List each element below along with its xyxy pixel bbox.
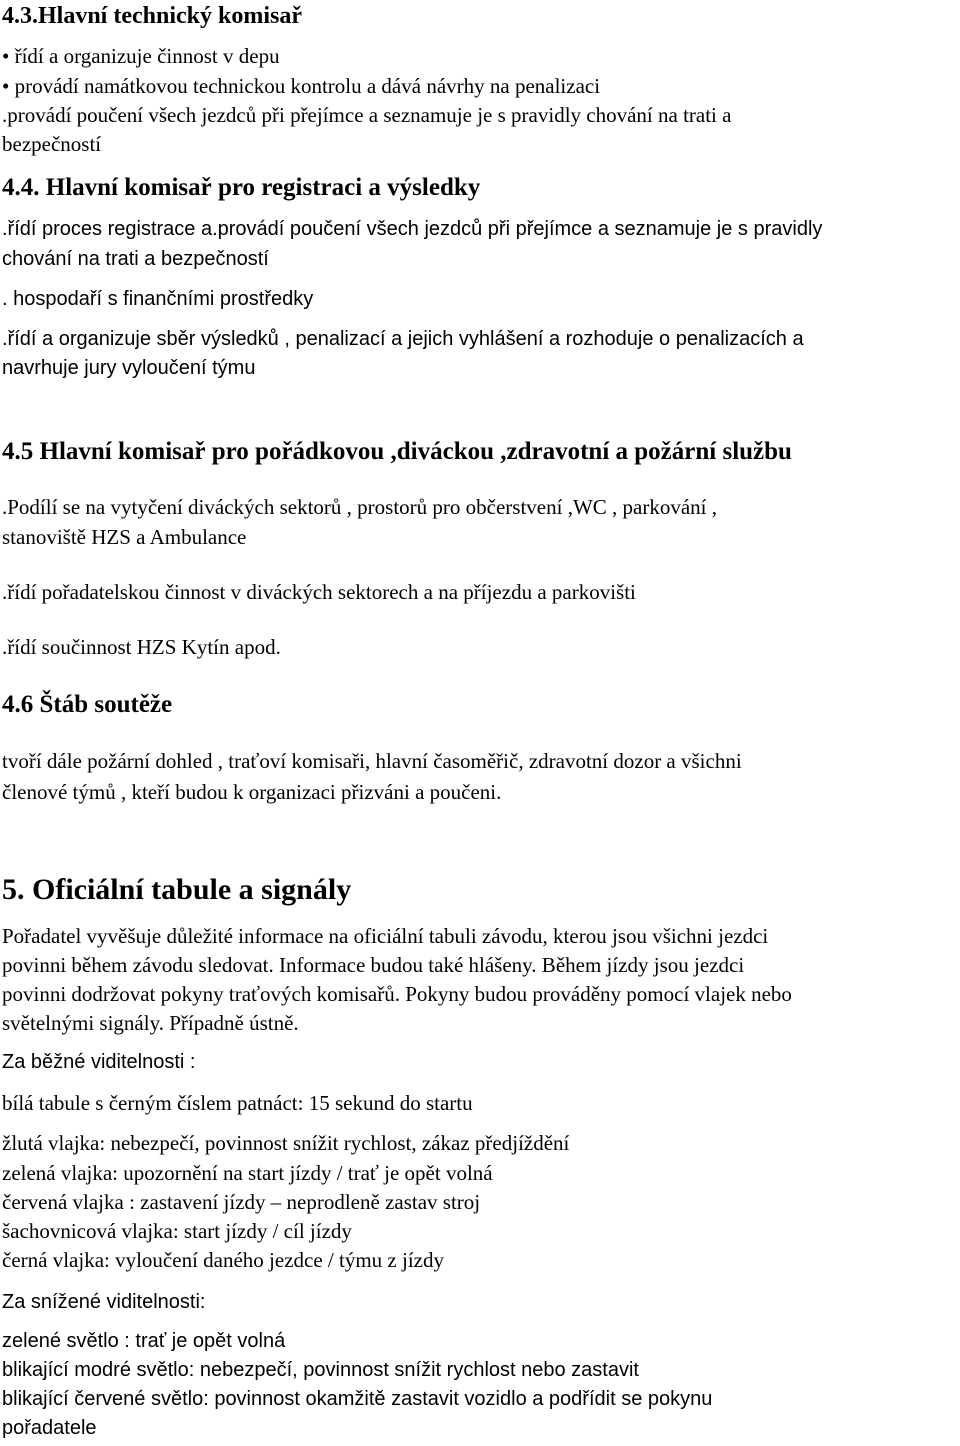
flag-item: černá vlajka: vyloučení daného jezdce / týmu z jízdy [2, 1248, 444, 1272]
light-item: blikající červené světlo: povinnost okamžitě zastavit vozidlo a podřídit se pokynu [2, 1388, 713, 1410]
heading-5: 5. Oficiální tabule a signály [2, 873, 352, 906]
paragraph-line: světelnými signály. Případně ústně. [2, 1011, 299, 1035]
text-line: .řídí a organizuje sběr výsledků , penalizací a jejich vyhlášení a rozhoduje o penalizacích a [2, 328, 804, 350]
text-line: navrhuje jury vyloučení týmu [2, 357, 256, 379]
paragraph-line: Pořadatel vyvěšuje důležité informace na oficiální tabuli závodu, kterou jsou všichni jezdci [2, 924, 769, 948]
text-line: . hospodaří s finančními prostředky [2, 288, 314, 310]
light-item: zelené světlo : trať je opět volná [2, 1330, 286, 1352]
flag-item: žlutá vlajka: nebezpečí, povinnost snížit rychlost, zákaz předjíždění [2, 1131, 570, 1155]
light-item: pořadatele [2, 1417, 97, 1439]
paragraph-line: povinni během závodu sledovat. Informace budou také hlášeny. Během jízdy jsou jezdci [2, 953, 745, 977]
text-line: .řídí součinnost HZS Kytín apod. [2, 635, 281, 659]
text-line: členové týmů , kteří budou k organizaci přizváni a poučeni. [2, 780, 502, 804]
heading-4-3: 4.3.Hlavní technický komisař [2, 3, 303, 29]
flag-item: červená vlajka : zastavení jízdy – neprodleně zastav stroj [2, 1190, 481, 1214]
text-line: .řídí pořadatelskou činnost v diváckých sektorech a na příjezdu a parkovišti [2, 580, 636, 604]
text-line: chování na trati a bezpečností [2, 248, 269, 270]
text-line: .Podílí se na vytyčení diváckých sektorů , prostorů pro občerstvení ,WC , parkování , [2, 495, 718, 519]
list-item: bezpečností [2, 132, 102, 156]
text-line: stanoviště HZS a Ambulance [2, 525, 247, 549]
heading-4-5: 4.5 Hlavní komisař pro pořádkovou ,diváckou ,zdravotní a požární službu [2, 438, 792, 465]
list-item: • provádí namátkovou technickou kontrolu a dává návrhy na penalizaci [2, 74, 601, 98]
flag-item: šachovnicová vlajka: start jízdy / cíl jízdy [2, 1219, 352, 1243]
text-line: .řídí proces registrace a.provádí poučení všech jezdců při přejímce a seznamuje je s pravidly [2, 218, 823, 240]
list-item: .provádí poučení všech jezdců při přejímce a seznamuje je s pravidly chování na trati a [2, 103, 732, 127]
board-line: bílá tabule s černým číslem patnáct: 15 sekund do startu [2, 1091, 473, 1115]
reduced-visibility-label: Za snížené viditelnosti: [2, 1291, 206, 1313]
light-item: blikající modré světlo: nebezpečí, povinnost snížit rychlost nebo zastavit [2, 1359, 639, 1381]
list-item: • řídí a organizuje činnost v depu [2, 44, 280, 68]
heading-4-6: 4.6 Štáb soutěže [2, 691, 173, 718]
paragraph-line: povinni dodržovat pokyny traťových komisařů. Pokyny budou prováděny pomocí vlajek nebo [2, 982, 792, 1006]
text-line: tvoří dále požární dohled , traťoví komisaři, hlavní časoměřič, zdravotní dozor a všichni [2, 749, 742, 773]
normal-visibility-label: Za běžné viditelnosti : [2, 1051, 196, 1073]
heading-4-4: 4.4. Hlavní komisař pro registraci a výsledky [2, 174, 481, 201]
flag-item: zelená vlajka: upozornění na start jízdy / trať je opět volná [2, 1161, 493, 1185]
